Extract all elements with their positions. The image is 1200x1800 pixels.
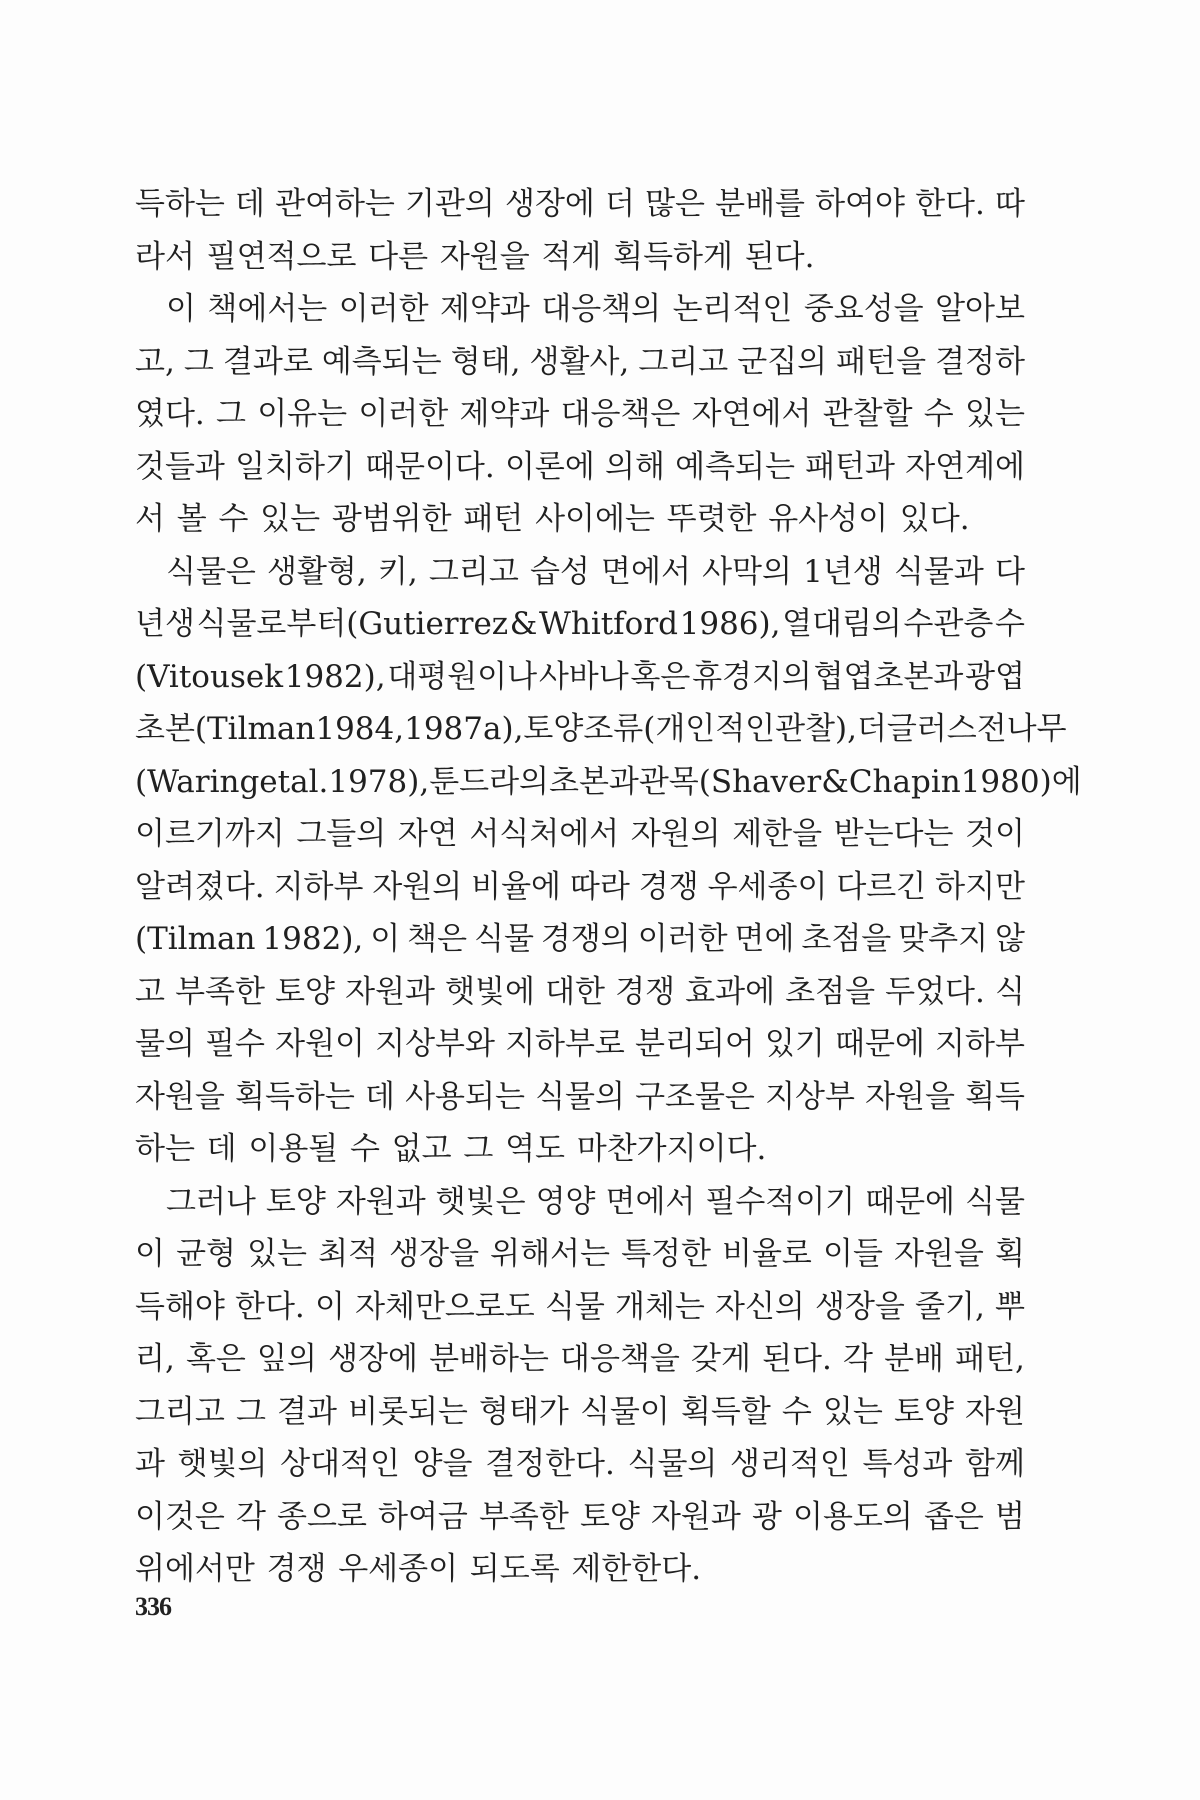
paragraph <box>135 283 1025 546</box>
text-line: 알려졌다. 지하부 자원의 비율에 따라 경쟁 우세종이 다르긴 하지만 <box>135 868 1025 905</box>
text-line: (Vitousek 1982), 대평원이나 사바나 혹은 휴경지의 협엽초본과 광엽 <box>135 658 1025 695</box>
text-line: 득하는 데 관여하는 기관의 생장에 더 많은 분배를 하여야 한다. 따 <box>135 186 1025 222</box>
text-line: 라서 필연적으로 다른 자원을 적게 획득하게 된다. <box>135 238 815 275</box>
text-line: 자원을 획득하는 데 사용되는 식물의 구조물은 지상부 자원을 획득 <box>135 1078 1025 1115</box>
text-line: 서 볼 수 있는 광범위한 패턴 사이에는 뚜렷한 유사성이 있다. <box>135 501 970 537</box>
body-text <box>135 178 1082 1596</box>
text-line: 이 균형 있는 최적 생장을 위해서는 특정한 비율로 이들 자원을 획 <box>135 1236 1025 1272</box>
text-line: (Tilman 1982), 이 책은 식물 경쟁의 이러한 면에 초점을 맞추지 않 <box>135 921 1025 957</box>
text-line: 위에서만 경쟁 우세종이 되도록 제한한다. <box>135 1551 702 1587</box>
text-line: 고 부족한 토양 자원과 햇빛에 대한 경쟁 효과에 초점을 두었다. 식 <box>135 973 1025 1010</box>
text-line: 년생 식물로부터(Gutierrez & Whitford 1986), 열대림의 수관층 수 <box>135 606 1025 642</box>
text-line: 그러나 토양 자원과 햇빛은 영양 면에서 필수적이기 때문에 식물 <box>166 1183 1025 1220</box>
text-line: 고, 그 결과로 예측되는 형태, 생활사, 그리고 군집의 패턴을 결정하 <box>135 343 1025 380</box>
text-line: 리, 혹은 잎의 생장에 분배하는 대응책을 갖게 된다. 각 분배 패턴, <box>135 1341 1025 1377</box>
text-line: 이것은 각 종으로 하여금 부족한 토양 자원과 광 이용도의 좁은 범 <box>135 1498 1025 1535</box>
paragraph <box>135 1176 1025 1596</box>
text-line: 득해야 한다. 이 자체만으로도 식물 개체는 자신의 생장을 줄기, 뿌 <box>135 1288 1025 1325</box>
text-line: (Waring et al.1978), 툰드라의 초본과 관목(Shaver & Chapin 1980)에 <box>135 763 1082 800</box>
text-line: 그리고 그 결과 비롯되는 형태가 식물이 획득할 수 있는 토양 자원 <box>135 1393 1025 1430</box>
text-line: 하는 데 이용될 수 없고 그 역도 마찬가지이다. <box>135 1131 767 1167</box>
paragraph <box>135 178 1025 283</box>
text-line: 것들과 일치하기 때문이다. 이론에 의해 예측되는 패턴과 자연계에 <box>135 448 1025 485</box>
text-line: 였다. 그 이유는 이러한 제약과 대응책은 자연에서 관찰할 수 있는 <box>135 396 1025 432</box>
text-line: 식물은 생활형, 키, 그리고 습성 면에서 사막의 1년생 식물과 다 <box>166 553 1025 590</box>
paragraph <box>135 546 1082 1176</box>
text-line: 과 햇빛의 상대적인 양을 결정한다. 식물의 생리적인 특성과 함께 <box>135 1446 1025 1482</box>
text-line: 초본(Tilman 1984, 1987a), 토양 조류(개인적인 관찰), 더글러스전나무 <box>135 711 1067 747</box>
text-line: 물의 필수 자원이 지상부와 지하부로 분리되어 있기 때문에 지하부 <box>135 1026 1025 1062</box>
page-number: 336 <box>135 1592 171 1621</box>
text-line: 이르기까지 그들의 자연 서식처에서 자원의 제한을 받는다는 것이 <box>135 816 1025 852</box>
text-line: 이 책에서는 이러한 제약과 대응책의 논리적인 중요성을 알아보 <box>166 291 1025 327</box>
